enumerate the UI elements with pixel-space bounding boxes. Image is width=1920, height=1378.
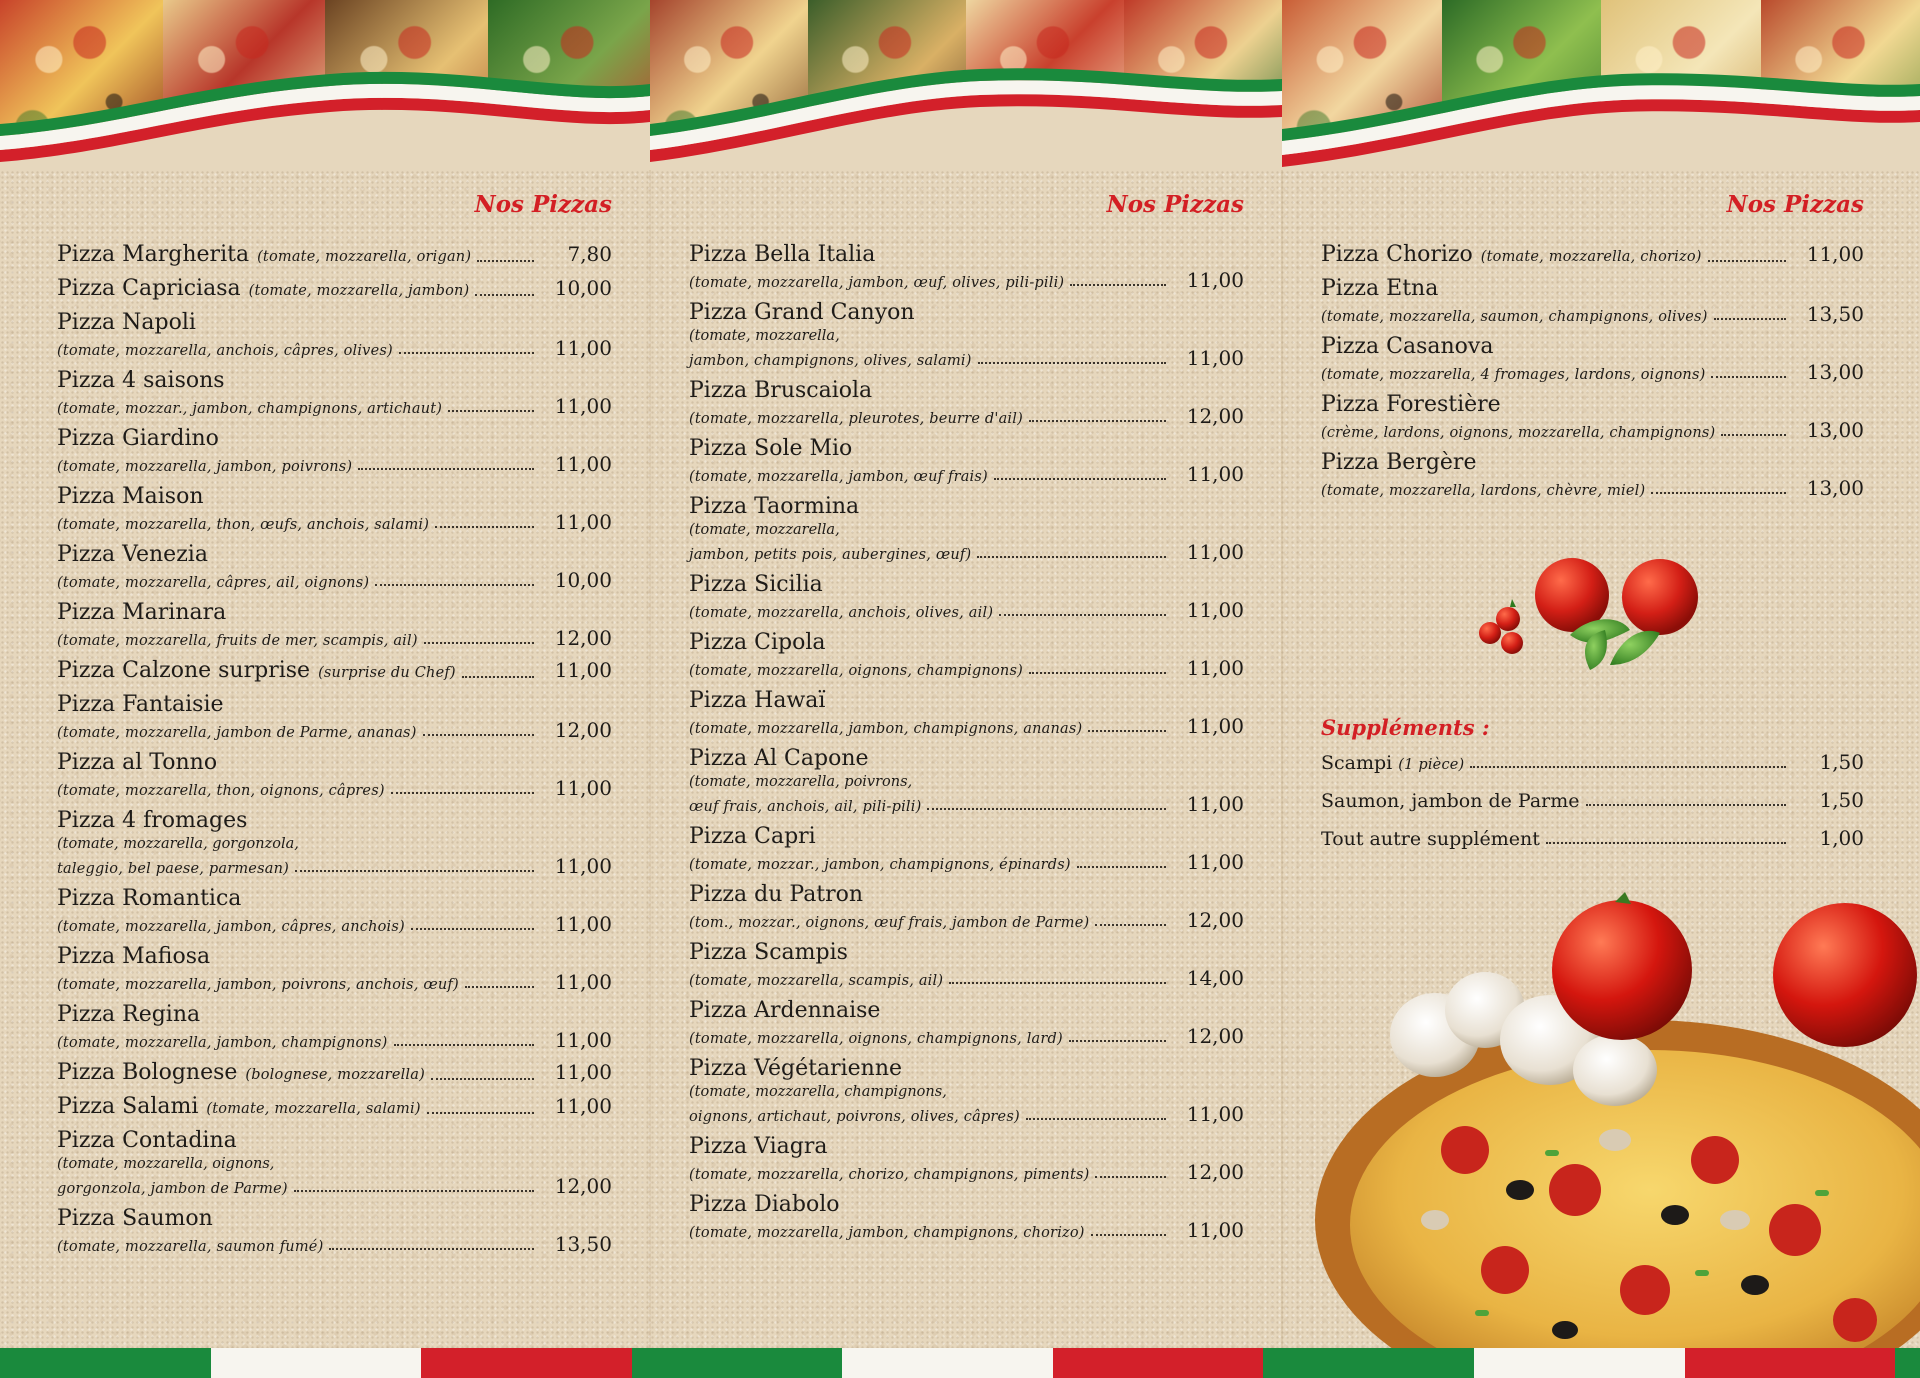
item-price: 7,80 [567, 242, 612, 266]
menu-item [1321, 334, 1864, 384]
menu-item [689, 436, 1244, 486]
item-name: Pizza Hawaï [689, 688, 826, 713]
panel-divider [1281, 170, 1283, 1348]
item-price: 11,00 [1186, 792, 1244, 816]
menu-item [57, 1206, 612, 1256]
supplement-item [1321, 826, 1864, 850]
item-price: 12,00 [1186, 1024, 1244, 1048]
leader-dots [1470, 766, 1786, 768]
item-name: Pizza Chorizo [1321, 242, 1473, 267]
item-name: Pizza Végétarienne [689, 1056, 903, 1081]
item-description: (tomate, mozzarella, anchois, câpres, olives) [57, 343, 393, 359]
item-name: Pizza Bergère [1321, 450, 1477, 475]
supplement-price: 1,50 [1819, 750, 1864, 774]
item-name: Pizza al Tonno [57, 750, 218, 775]
item-price: 11,00 [554, 510, 612, 534]
item-description: (tomate, mozzarella, lardons, chèvre, miel) [1321, 483, 1646, 499]
menu-item [689, 882, 1244, 932]
item-description: (tomate, mozzarella, origan) [257, 249, 472, 265]
item-price: 11,00 [1186, 462, 1244, 486]
banner-left [0, 0, 650, 170]
supplements-section [1321, 715, 1864, 864]
item-name: Pizza Mafiosa [57, 944, 211, 969]
menu-item [57, 484, 612, 534]
menu-item [689, 998, 1244, 1048]
item-description: taleggio, bel paese, parmesan) [57, 861, 289, 877]
item-price: 11,00 [1186, 656, 1244, 680]
item-price: 11,00 [554, 1060, 612, 1084]
item-name: Pizza Casanova [1321, 334, 1494, 359]
menu-item [689, 1192, 1244, 1242]
item-price: 11,00 [1806, 242, 1864, 266]
item-description-line: (tomate, mozzarella, oignons, [57, 1156, 275, 1172]
item-price: 11,00 [1186, 346, 1244, 370]
panel-divider [649, 170, 651, 1348]
supplement-price: 1,50 [1819, 788, 1864, 812]
item-description-line: (tomate, mozzarella, [689, 522, 840, 538]
item-price: 13,00 [1806, 360, 1864, 384]
menu-list [57, 242, 612, 1256]
leader-dots [1095, 924, 1166, 926]
leader-dots [423, 734, 534, 736]
menu-item [57, 542, 612, 592]
menu-item [1321, 392, 1864, 442]
item-name: Pizza Maison [57, 484, 204, 509]
item-price: 12,00 [554, 1174, 612, 1198]
panel-title: Nos Pizzas [1726, 191, 1864, 218]
menu-item [57, 1128, 612, 1198]
item-price: 14,00 [1186, 966, 1244, 990]
item-price: 11,00 [554, 336, 612, 360]
item-name: Pizza Regina [57, 1002, 201, 1027]
item-description-line: (tomate, mozzarella, gorgonzola, [57, 836, 299, 852]
leader-dots [1069, 1040, 1166, 1042]
leader-dots [1029, 672, 1166, 674]
leader-dots [1721, 434, 1786, 436]
leader-dots [1091, 1234, 1166, 1236]
item-description: (tomate, mozzarella, jambon, champignons, chorizo) [689, 1225, 1085, 1241]
item-price: 12,00 [1186, 1160, 1244, 1184]
supplement-description: (1 pièce) [1398, 757, 1465, 773]
supplement-price: 1,00 [1819, 826, 1864, 850]
leader-dots [1088, 730, 1166, 732]
supplements-title: Suppléments : [1321, 715, 1490, 740]
item-price: 11,00 [554, 970, 612, 994]
item-description: (tomate, mozzarella, jambon, champignons, ananas) [689, 721, 1083, 737]
item-price: 11,00 [554, 394, 612, 418]
item-description: (crème, lardons, oignons, mozzarella, champignons) [1321, 425, 1716, 441]
item-description: (tomate, mozzarella, jambon, poivrons) [57, 459, 353, 475]
menu-item [57, 426, 612, 476]
menu-item [689, 242, 1244, 292]
supplement-name: Tout autre supplément [1321, 828, 1540, 850]
item-description: (tomate, mozzarella, scampis, ail) [689, 973, 944, 989]
menu-item [57, 1094, 612, 1120]
menu-item [689, 1134, 1244, 1184]
item-name: Pizza Margherita [57, 242, 250, 267]
leader-dots [427, 1112, 534, 1114]
item-description: (tomate, mozzarella, jambon, œuf frais) [689, 469, 988, 485]
item-name: Pizza Capri [689, 824, 816, 849]
menu-item [1321, 242, 1864, 268]
item-price: 11,00 [554, 452, 612, 476]
menu-item [57, 886, 612, 936]
leader-dots [1077, 866, 1166, 868]
menu-item [57, 1002, 612, 1052]
item-price: 10,00 [554, 276, 612, 300]
leader-dots [475, 294, 534, 296]
item-price: 12,00 [1186, 908, 1244, 932]
leader-dots [927, 808, 1166, 810]
item-name: Pizza Scampis [689, 940, 848, 965]
menu-item [689, 494, 1244, 564]
item-price: 11,00 [1186, 268, 1244, 292]
leader-dots [399, 352, 534, 354]
item-name: Pizza Marinara [57, 600, 227, 625]
item-price: 11,00 [1186, 714, 1244, 738]
leader-dots [949, 982, 1166, 984]
item-price: 11,00 [1186, 1218, 1244, 1242]
item-description: (tomate, mozzarella, saumon fumé) [57, 1239, 324, 1255]
leader-dots [1708, 260, 1786, 262]
menu-item [1321, 450, 1864, 500]
leader-dots [411, 928, 534, 930]
item-price: 11,00 [554, 1028, 612, 1052]
item-description: (tomate, mozzarella, anchois, olives, ail) [689, 605, 994, 621]
item-price: 13,50 [554, 1232, 612, 1256]
item-description: (tomate, mozzarella, jambon, câpres, anchois) [57, 919, 405, 935]
supplements-list [1321, 750, 1864, 850]
item-description: (tomate, mozzarella, oignons, champignons, lard) [689, 1031, 1063, 1047]
item-price: 11,00 [554, 658, 612, 682]
panel-title: Nos Pizzas [474, 191, 612, 218]
italian-flag-strip [0, 1348, 1920, 1378]
menu-item [57, 808, 612, 878]
item-name: Pizza Grand Canyon [689, 300, 915, 325]
leader-dots [375, 584, 534, 586]
panel-title: Nos Pizzas [1106, 191, 1244, 218]
item-description-line: (tomate, mozzarella, poivrons, [689, 774, 913, 790]
menu-list [689, 242, 1244, 1242]
leader-dots [435, 526, 534, 528]
item-description: gorgonzola, jambon de Parme) [57, 1181, 288, 1197]
leader-dots [1651, 492, 1786, 494]
menu-item [57, 658, 612, 684]
item-description: (tomate, mozzarella, chorizo, champignons, piments) [689, 1167, 1090, 1183]
item-price: 10,00 [554, 568, 612, 592]
item-description: (tomate, mozzarella, jambon, champignons) [57, 1035, 388, 1051]
leader-dots [1586, 804, 1786, 806]
item-description: jambon, petits pois, aubergines, œuf) [689, 547, 972, 563]
item-name: Pizza Saumon [57, 1206, 213, 1231]
menu-item [57, 242, 612, 268]
item-description: jambon, champignons, olives, salami) [689, 353, 972, 369]
item-description: (tom., mozzar., oignons, œuf frais, jambon de Parme) [689, 915, 1090, 931]
flag-wave [1282, 0, 1920, 170]
item-price: 11,00 [554, 854, 612, 878]
item-description: (tomate, mozzarella, jambon) [248, 283, 470, 299]
leader-dots [431, 1078, 534, 1080]
item-name: Pizza Napoli [57, 310, 196, 335]
leader-dots [294, 1190, 534, 1192]
leader-dots [424, 642, 534, 644]
menu-item [57, 750, 612, 800]
leader-dots [1095, 1176, 1166, 1178]
supplement-item [1321, 750, 1864, 774]
item-description: (tomate, mozzarella, pleurotes, beurre d'ail) [689, 411, 1023, 427]
item-price: 11,00 [1186, 850, 1244, 874]
item-price: 11,00 [554, 1094, 612, 1118]
item-description: (tomate, mozzarella, jambon, poivrons, anchois, œuf) [57, 977, 459, 993]
item-description: (tomate, mozzarella, fruits de mer, scampis, ail) [57, 633, 418, 649]
leader-dots [394, 1044, 534, 1046]
leader-dots [1711, 376, 1786, 378]
item-price: 11,00 [554, 776, 612, 800]
item-description: (tomate, mozzarella, thon, oignons, câpres) [57, 783, 385, 799]
item-name: Pizza Bella Italia [689, 242, 876, 267]
item-name: Pizza 4 fromages [57, 808, 248, 833]
item-name: Pizza Diabolo [689, 1192, 840, 1217]
leader-dots [465, 986, 534, 988]
item-price: 11,00 [1186, 598, 1244, 622]
item-description: (tomate, mozzar., jambon, champignons, artichaut) [57, 401, 443, 417]
tomato-basil-icon [1470, 555, 1710, 685]
menu-item [57, 368, 612, 418]
menu-item [1321, 276, 1864, 326]
menu-item [689, 940, 1244, 990]
item-name: Pizza Sicilia [689, 572, 823, 597]
item-price: 12,00 [554, 718, 612, 742]
leader-dots [329, 1248, 534, 1250]
item-name: Pizza Contadina [57, 1128, 237, 1153]
item-price: 13,00 [1806, 418, 1864, 442]
item-description: (tomate, mozzarella, câpres, ail, oignons) [57, 575, 370, 591]
item-description: (tomate, mozzarella, jambon de Parme, ananas) [57, 725, 417, 741]
supplement-name: Scampi [1321, 752, 1393, 774]
menu-item [57, 692, 612, 742]
item-description: (tomate, mozzarella, oignons, champignons) [689, 663, 1023, 679]
supplement-item [1321, 788, 1864, 812]
item-price: 11,00 [1186, 540, 1244, 564]
item-name: Pizza Cipola [689, 630, 826, 655]
item-price: 13,50 [1806, 302, 1864, 326]
item-name: Pizza du Patron [689, 882, 864, 907]
menu-item [57, 310, 612, 360]
banner-middle [650, 0, 1282, 170]
flag-wave [0, 0, 650, 170]
item-price: 13,00 [1806, 476, 1864, 500]
leader-dots [477, 260, 534, 262]
leader-dots [462, 676, 534, 678]
item-description-line: (tomate, mozzarella, [689, 328, 840, 344]
item-price: 11,00 [554, 912, 612, 936]
menu-item [689, 572, 1244, 622]
item-description: œuf frais, anchois, ail, pili-pili) [689, 799, 922, 815]
menu-item [689, 746, 1244, 816]
item-description: (surprise du Chef) [318, 665, 456, 681]
menu-item [689, 300, 1244, 370]
leader-dots [999, 614, 1166, 616]
item-description: oignons, artichaut, poivrons, olives, câpres) [689, 1109, 1020, 1125]
flag-wave [650, 0, 1282, 170]
menu-item [57, 944, 612, 994]
item-price: 12,00 [1186, 404, 1244, 428]
item-name: Pizza Taormina [689, 494, 860, 519]
item-name: Pizza Viagra [689, 1134, 828, 1159]
item-price: 12,00 [554, 626, 612, 650]
menu-item [57, 276, 612, 302]
item-description-line: (tomate, mozzarella, champignons, [689, 1084, 947, 1100]
menu-item [689, 1056, 1244, 1126]
item-name: Pizza Giardino [57, 426, 219, 451]
menu-item [689, 630, 1244, 680]
banner-right [1282, 0, 1920, 170]
item-name: Pizza Fantaisie [57, 692, 224, 717]
item-description: (tomate, mozzarella, 4 fromages, lardons, oignons) [1321, 367, 1706, 383]
menu-item [57, 1060, 612, 1086]
supplement-name: Saumon, jambon de Parme [1321, 790, 1580, 812]
item-name: Pizza Calzone surprise [57, 658, 311, 683]
leader-dots [448, 410, 534, 412]
menu-panel-left [57, 190, 612, 1264]
item-name: Pizza Etna [1321, 276, 1439, 301]
menu-list [1321, 242, 1864, 500]
item-name: Pizza Al Capone [689, 746, 869, 771]
leader-dots [1029, 420, 1166, 422]
item-name: Pizza 4 saisons [57, 368, 225, 393]
item-name: Pizza Salami [57, 1094, 199, 1119]
item-price: 11,00 [1186, 1102, 1244, 1126]
leader-dots [1070, 284, 1166, 286]
item-name: Pizza Romantica [57, 886, 242, 911]
leader-dots [295, 870, 534, 872]
leader-dots [994, 478, 1166, 480]
menu-item [57, 600, 612, 650]
item-name: Pizza Bolognese [57, 1060, 238, 1085]
item-name: Pizza Bruscaiola [689, 378, 873, 403]
item-name: Pizza Capriciasa [57, 276, 241, 301]
leader-dots [978, 362, 1166, 364]
leader-dots [391, 792, 534, 794]
pizza-mushroom-tomato-illustration [1315, 890, 1920, 1378]
menu-panel-middle [689, 190, 1244, 1250]
item-description: (tomate, mozzarella, thon, œufs, anchois, salami) [57, 517, 430, 533]
item-description: (tomate, mozzarella, saumon, champignons, olives) [1321, 309, 1708, 325]
item-description: (tomate, mozzarella, salami) [206, 1101, 421, 1117]
leader-dots [977, 556, 1166, 558]
leader-dots [1714, 318, 1786, 320]
menu-panel-right [1321, 190, 1864, 508]
menu-item [689, 824, 1244, 874]
item-name: Pizza Forestière [1321, 392, 1501, 417]
leader-dots [1546, 842, 1786, 844]
item-name: Pizza Sole Mio [689, 436, 853, 461]
menu-item [689, 688, 1244, 738]
item-description: (tomate, mozzarella, jambon, œuf, olives, pili-pili) [689, 275, 1065, 291]
leader-dots [358, 468, 534, 470]
item-description: (tomate, mozzar., jambon, champignons, épinards) [689, 857, 1071, 873]
menu-item [689, 378, 1244, 428]
item-name: Pizza Ardennaise [689, 998, 881, 1023]
item-name: Pizza Venezia [57, 542, 208, 567]
leader-dots [1026, 1118, 1166, 1120]
item-description: (tomate, mozzarella, chorizo) [1480, 249, 1702, 265]
item-description: (bolognese, mozzarella) [245, 1067, 425, 1083]
